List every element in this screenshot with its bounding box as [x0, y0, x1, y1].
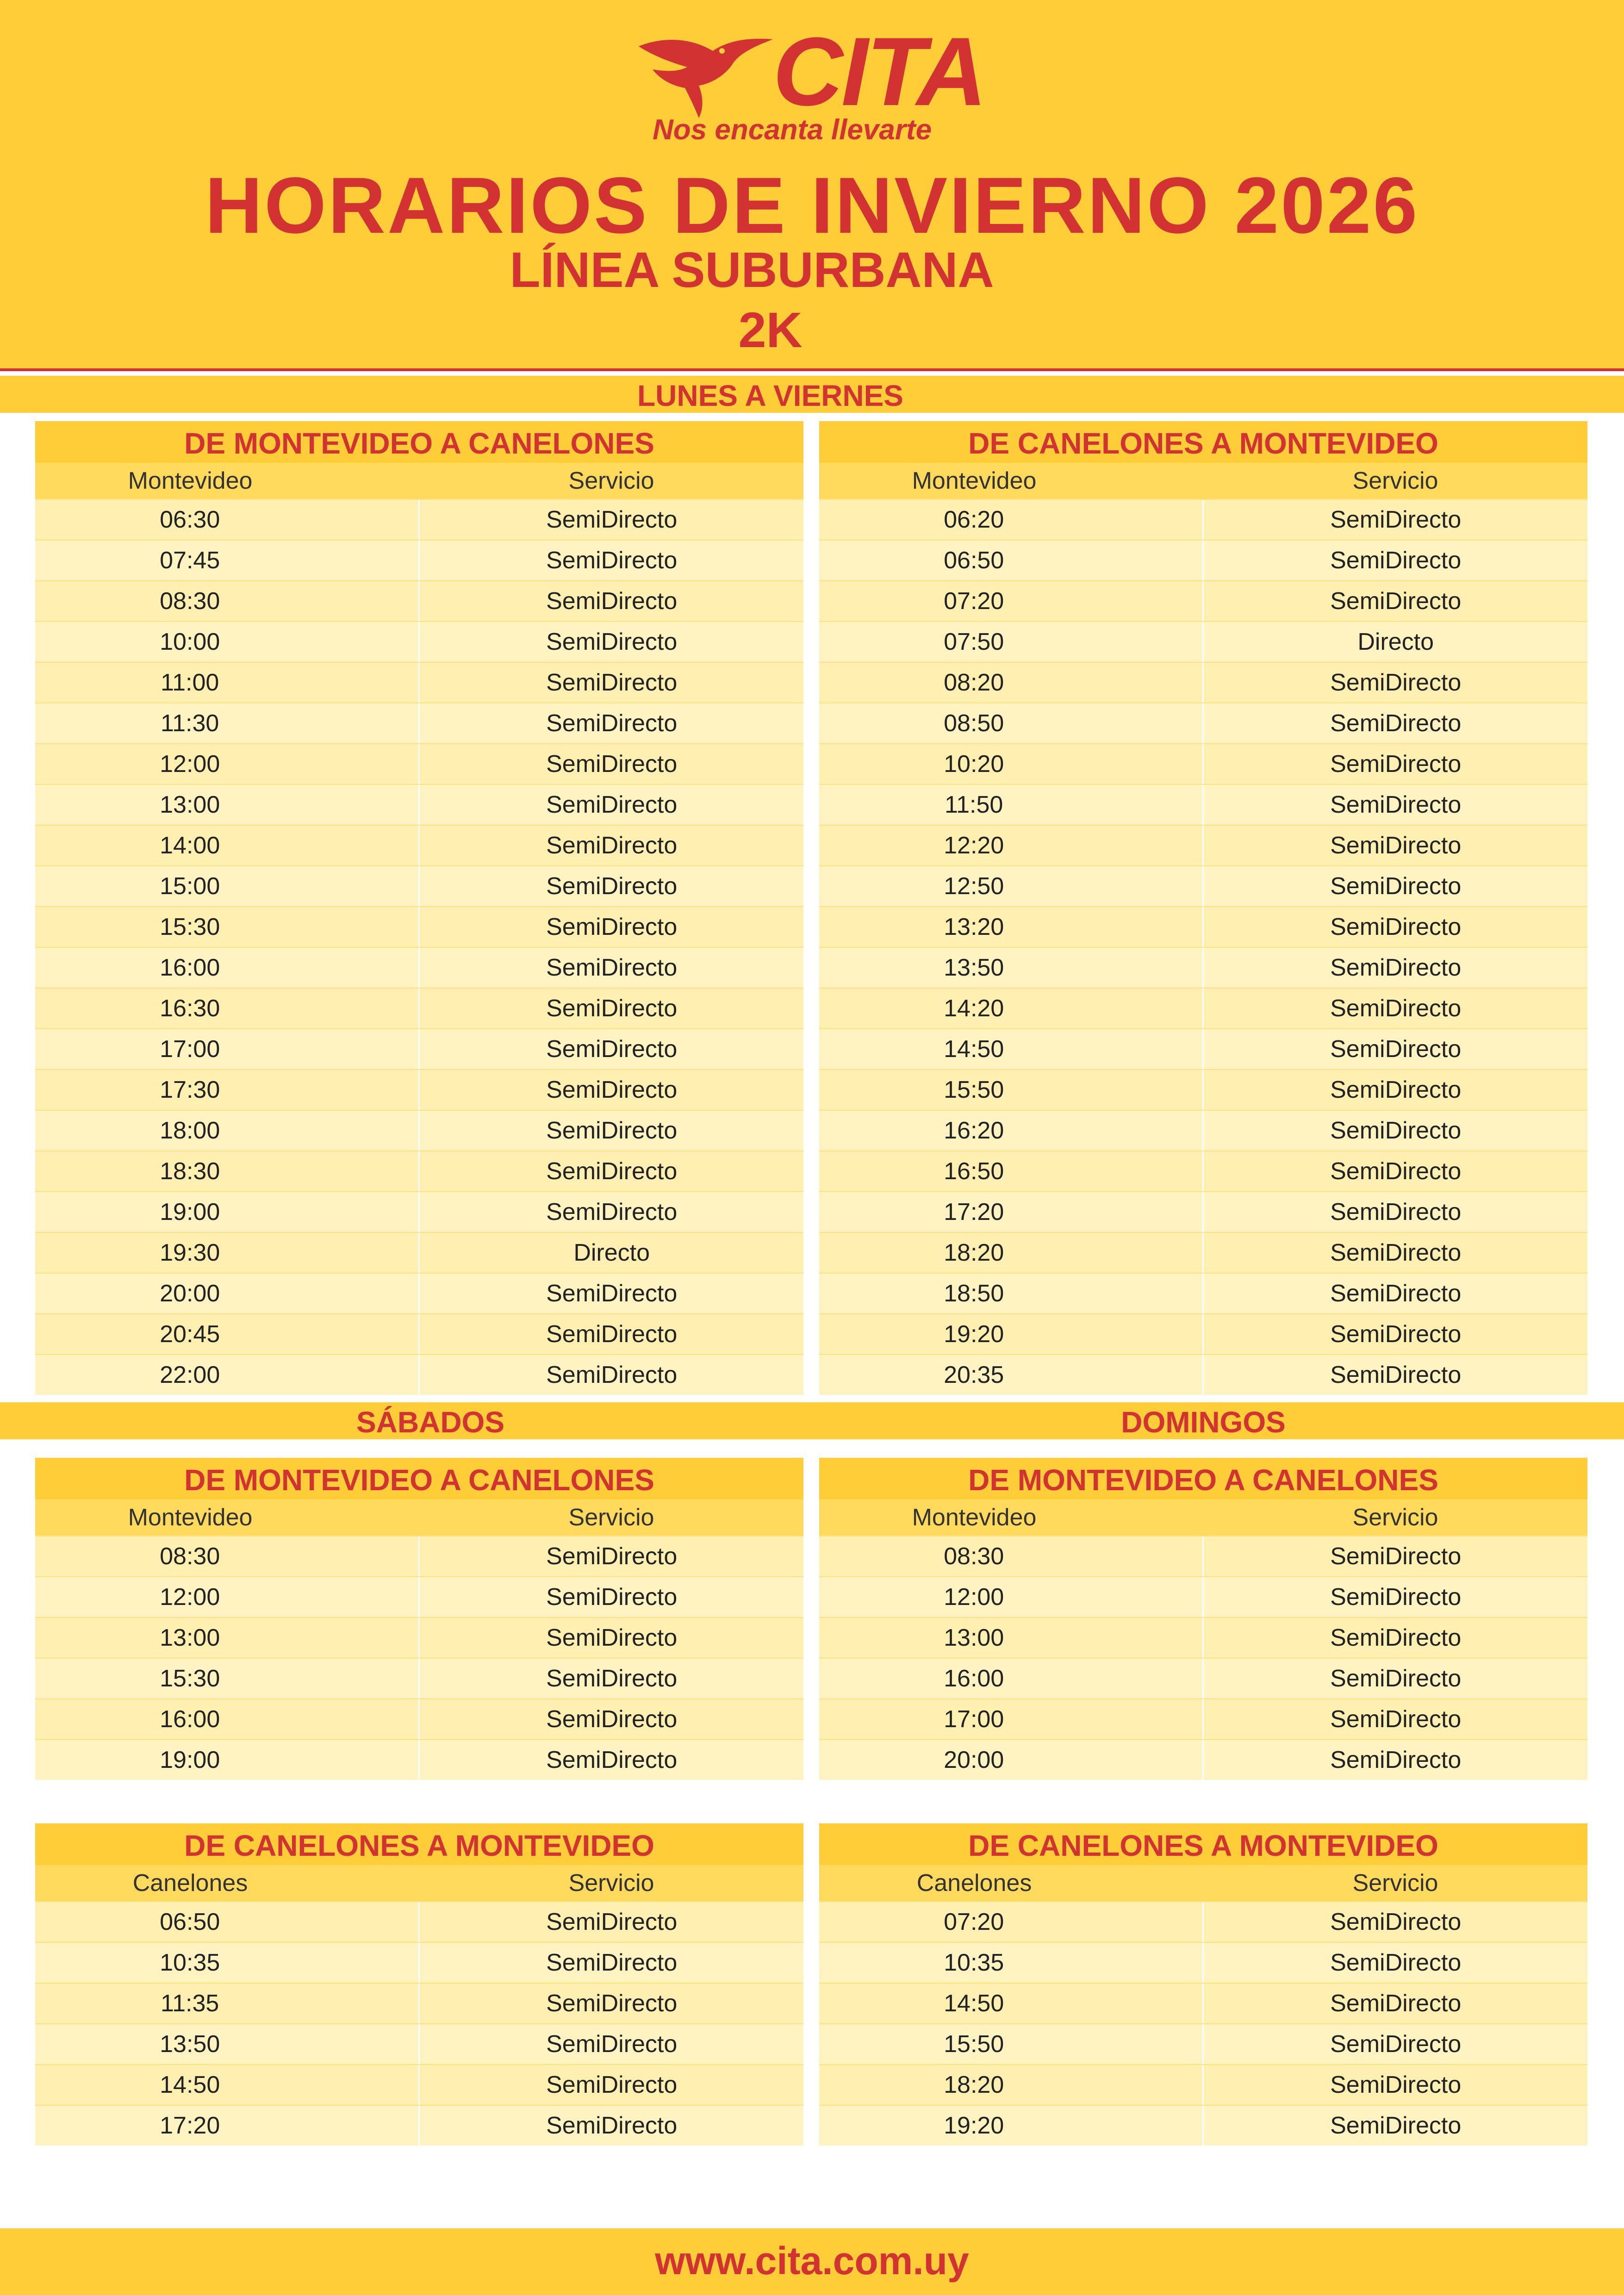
departure-time: 17:00	[0, 1029, 420, 1069]
departure-time: 13:20	[745, 907, 1204, 947]
column-header-origin: Montevideo	[912, 1504, 1037, 1531]
table-row	[35, 1273, 803, 1313]
column-header-service: Servicio	[568, 1504, 654, 1531]
service-type: SemiDirecto	[1330, 1624, 1462, 1651]
table-row	[35, 865, 803, 906]
service-type: SemiDirecto	[546, 1909, 678, 1935]
service-type: SemiDirecto	[546, 628, 678, 655]
service-type: SemiDirecto	[546, 832, 678, 859]
table-row	[819, 1313, 1587, 1354]
table-row	[35, 662, 803, 703]
departure-time: 16:00	[745, 1659, 1204, 1698]
table-row	[35, 1698, 803, 1739]
departure-time: 19:20	[745, 1314, 1204, 1354]
table-row	[819, 1028, 1587, 1069]
column-header-origin: Montevideo	[128, 467, 253, 494]
service-type: SemiDirecto	[1330, 832, 1462, 859]
table-row	[819, 1617, 1587, 1658]
table-row	[819, 1942, 1587, 1983]
departure-time: 13:50	[0, 2024, 420, 2064]
header	[0, 0, 1624, 370]
table-row	[35, 1151, 803, 1191]
service-type: SemiDirecto	[1330, 1665, 1462, 1692]
departure-time: 20:35	[745, 1355, 1204, 1395]
service-type: SemiDirecto	[546, 1321, 678, 1348]
departure-time: 15:30	[0, 907, 420, 947]
weekdays-band	[0, 376, 1624, 413]
departure-time: 08:30	[0, 581, 420, 621]
service-type: SemiDirecto	[546, 1747, 678, 1773]
column-header-service: Servicio	[568, 1870, 654, 1897]
departure-time: 12:20	[745, 826, 1204, 865]
table-row	[35, 703, 803, 743]
departure-time: 13:00	[0, 1618, 420, 1658]
departure-time: 16:00	[0, 1699, 420, 1739]
service-type: SemiDirecto	[546, 751, 678, 777]
service-type: SemiDirecto	[546, 588, 678, 615]
table-header	[819, 463, 1587, 499]
service-type: SemiDirecto	[1330, 751, 1462, 777]
departure-time: 17:20	[0, 2106, 420, 2146]
service-type: SemiDirecto	[1330, 1321, 1462, 1348]
service-type: SemiDirecto	[546, 2112, 678, 2139]
service-type: SemiDirecto	[546, 1990, 678, 2017]
departure-time: 08:50	[745, 703, 1204, 743]
table-row	[819, 1576, 1587, 1617]
departure-time: 14:20	[745, 989, 1204, 1028]
departure-time: 18:50	[745, 1274, 1204, 1313]
table-row	[35, 1576, 803, 1617]
service-type: Directo	[573, 1239, 650, 1266]
weekend-band	[0, 1402, 1624, 1439]
brand-name: CITA	[773, 17, 985, 126]
departure-time: 10:35	[0, 1943, 420, 1983]
service-type: SemiDirecto	[546, 1543, 678, 1570]
service-type: SemiDirecto	[1330, 1076, 1462, 1103]
service-type: SemiDirecto	[546, 506, 678, 533]
departure-time: 17:00	[745, 1699, 1204, 1739]
departure-time: 08:30	[0, 1536, 420, 1576]
departure-time: 18:00	[0, 1111, 420, 1151]
table-title: DE MONTEVIDEO A CANELONES	[819, 1458, 1587, 1499]
service-type: SemiDirecto	[546, 710, 678, 737]
departure-time: 11:50	[745, 785, 1204, 825]
weekdays-mvd-to-can-table	[35, 421, 803, 1395]
table-row	[819, 1151, 1587, 1191]
table-row	[819, 865, 1587, 906]
service-type: SemiDirecto	[546, 1158, 678, 1185]
table-row	[35, 1739, 803, 1780]
departure-time: 14:50	[745, 1029, 1204, 1069]
table-row	[819, 1739, 1587, 1780]
departure-time: 19:20	[745, 2106, 1204, 2146]
service-type: SemiDirecto	[1330, 995, 1462, 1022]
table-row	[819, 580, 1587, 621]
departure-time: 12:00	[745, 1577, 1204, 1617]
service-type: SemiDirecto	[1330, 1543, 1462, 1570]
table-title: DE MONTEVIDEO A CANELONES	[35, 421, 803, 463]
departure-time: 15:50	[745, 1070, 1204, 1110]
saturdays-mvd-to-can-table	[35, 1458, 803, 1780]
service-type: SemiDirecto	[1330, 1362, 1462, 1388]
column-header-service: Servicio	[1352, 1504, 1438, 1531]
departure-time: 13:00	[0, 785, 420, 825]
table-row	[819, 1901, 1587, 1942]
table-row	[35, 1028, 803, 1069]
table-row	[819, 1232, 1587, 1273]
departure-time: 16:20	[745, 1111, 1204, 1151]
service-type: SemiDirecto	[1330, 669, 1462, 696]
table-row	[819, 540, 1587, 580]
table-title: DE MONTEVIDEO A CANELONES	[35, 1458, 803, 1499]
departure-time: 07:20	[745, 1902, 1204, 1942]
service-type: SemiDirecto	[1330, 1949, 1462, 1976]
table-header	[35, 1865, 803, 1901]
departure-time: 06:50	[0, 1902, 420, 1942]
header-divider	[0, 368, 1624, 371]
departure-time: 12:00	[0, 744, 420, 784]
table-row	[819, 825, 1587, 865]
table-row	[35, 906, 803, 947]
service-type: SemiDirecto	[546, 1117, 678, 1144]
table-row	[35, 2023, 803, 2064]
table-title: DE CANELONES A MONTEVIDEO	[819, 421, 1587, 463]
departure-time: 22:00	[0, 1355, 420, 1395]
service-type: SemiDirecto	[1330, 710, 1462, 737]
service-type: SemiDirecto	[1330, 547, 1462, 574]
departure-time: 17:20	[745, 1192, 1204, 1232]
table-row	[35, 621, 803, 662]
service-type: SemiDirecto	[1330, 1584, 1462, 1611]
departure-time: 20:45	[0, 1314, 420, 1354]
service-type: SemiDirecto	[1330, 1909, 1462, 1935]
departure-time: 06:20	[745, 500, 1204, 540]
website-link[interactable]: www.cita.com.uy	[655, 2239, 969, 2283]
table-row	[819, 1110, 1587, 1151]
service-type: SemiDirecto	[1330, 1199, 1462, 1225]
table-row	[35, 1191, 803, 1232]
table-row	[819, 1354, 1587, 1395]
departure-time: 07:45	[0, 541, 420, 580]
table-row	[819, 1191, 1587, 1232]
table-row	[35, 1069, 803, 1110]
saturdays-can-to-mvd-table	[35, 1823, 803, 2146]
table-row	[35, 499, 803, 540]
table-row	[35, 540, 803, 580]
departure-time: 16:50	[745, 1151, 1204, 1191]
service-type: SemiDirecto	[546, 1036, 678, 1063]
departure-time: 08:20	[745, 663, 1204, 703]
table-row	[819, 784, 1587, 825]
column-header-origin: Montevideo	[128, 1504, 253, 1531]
service-type: SemiDirecto	[1330, 954, 1462, 981]
table-row	[819, 906, 1587, 947]
footer	[0, 2228, 1624, 2295]
service-type: SemiDirecto	[1330, 1239, 1462, 1266]
departure-time: 11:00	[0, 663, 420, 703]
service-type: SemiDirecto	[546, 2071, 678, 2098]
column-header-origin: Canelones	[132, 1870, 248, 1897]
table-row	[819, 662, 1587, 703]
saturdays-label: SÁBADOS	[356, 1406, 505, 1439]
departure-time: 10:00	[0, 622, 420, 662]
sundays-label: DOMINGOS	[1121, 1406, 1286, 1439]
table-row	[35, 743, 803, 784]
table-row	[35, 1617, 803, 1658]
table-row	[819, 1658, 1587, 1698]
sundays-mvd-to-can-table	[819, 1458, 1587, 1780]
table-row	[35, 1354, 803, 1395]
table-row	[819, 703, 1587, 743]
departure-time: 19:00	[0, 1192, 420, 1232]
departure-time: 12:00	[0, 1577, 420, 1617]
service-type: SemiDirecto	[1330, 914, 1462, 940]
departure-time: 10:20	[745, 744, 1204, 784]
departure-time: 08:30	[745, 1536, 1204, 1576]
departure-time: 07:20	[745, 581, 1204, 621]
bird-icon	[634, 19, 787, 120]
line-code: 2K	[738, 302, 803, 358]
service-type: SemiDirecto	[1330, 588, 1462, 615]
departure-time: 18:20	[745, 2065, 1204, 2105]
departure-time: 10:35	[745, 1943, 1204, 1983]
service-type: SemiDirecto	[546, 791, 678, 818]
service-type: SemiDirecto	[546, 1706, 678, 1733]
table-header	[819, 1865, 1587, 1901]
weekdays-can-to-mvd-table	[819, 421, 1587, 1395]
departure-time: 06:30	[0, 500, 420, 540]
departure-time: 14:50	[745, 1984, 1204, 2023]
table-row	[35, 580, 803, 621]
departure-time: 15:00	[0, 866, 420, 906]
service-type: SemiDirecto	[1330, 2071, 1462, 2098]
departure-time: 14:50	[0, 2065, 420, 2105]
service-type: SemiDirecto	[546, 995, 678, 1022]
departure-time: 12:50	[745, 866, 1204, 906]
service-type: SemiDirecto	[546, 873, 678, 900]
departure-time: 16:30	[0, 989, 420, 1028]
service-type: SemiDirecto	[546, 1665, 678, 1692]
table-row	[819, 743, 1587, 784]
service-type: SemiDirecto	[1330, 1706, 1462, 1733]
service-type: SemiDirecto	[1330, 1280, 1462, 1307]
departure-time: 15:50	[745, 2024, 1204, 2064]
service-type: SemiDirecto	[1330, 1158, 1462, 1185]
departure-time: 13:50	[745, 948, 1204, 988]
column-header-origin: Canelones	[916, 1870, 1032, 1897]
departure-time: 13:00	[745, 1618, 1204, 1658]
service-type: SemiDirecto	[546, 669, 678, 696]
service-type: Directo	[1357, 628, 1434, 655]
service-type: SemiDirecto	[546, 1624, 678, 1651]
table-row	[35, 1110, 803, 1151]
table-title: DE CANELONES A MONTEVIDEO	[35, 1823, 803, 1865]
departure-time: 15:30	[0, 1659, 420, 1698]
column-header-service: Servicio	[1352, 467, 1438, 494]
service-type: SemiDirecto	[546, 1280, 678, 1307]
departure-time: 20:00	[0, 1274, 420, 1313]
table-row	[819, 1983, 1587, 2023]
table-row	[819, 499, 1587, 540]
service-type: SemiDirecto	[1330, 1117, 1462, 1144]
departure-time: 19:00	[0, 1740, 420, 1780]
table-row	[35, 2064, 803, 2105]
service-type: SemiDirecto	[1330, 1747, 1462, 1773]
table-row	[819, 1536, 1587, 1576]
service-type: SemiDirecto	[546, 547, 678, 574]
service-type: SemiDirecto	[1330, 2031, 1462, 2058]
table-row	[35, 1536, 803, 1576]
slogan: Nos encanta llevarte	[653, 114, 932, 146]
table-header	[35, 1499, 803, 1536]
page-title: HORARIOS DE INVIERNO 2026	[205, 161, 1419, 250]
table-row	[35, 1942, 803, 1983]
table-header	[819, 1499, 1587, 1536]
table-row	[35, 1313, 803, 1354]
table-row	[35, 1658, 803, 1698]
table-row	[35, 1901, 803, 1942]
service-type: SemiDirecto	[546, 1362, 678, 1388]
service-type: SemiDirecto	[546, 2031, 678, 2058]
table-row	[819, 1698, 1587, 1739]
departure-time: 18:20	[745, 1233, 1204, 1273]
service-type: SemiDirecto	[1330, 506, 1462, 533]
table-row	[35, 947, 803, 988]
table-row	[35, 784, 803, 825]
service-type: SemiDirecto	[546, 1076, 678, 1103]
departure-time: 18:30	[0, 1151, 420, 1191]
service-type: SemiDirecto	[1330, 791, 1462, 818]
departure-time: 07:50	[745, 622, 1204, 662]
table-row	[819, 621, 1587, 662]
table-row	[819, 2064, 1587, 2105]
table-row	[35, 2105, 803, 2146]
table-row	[819, 988, 1587, 1028]
page-subtitle: LÍNEA SUBURBANA	[510, 242, 994, 298]
table-row	[819, 1273, 1587, 1313]
table-row	[35, 1983, 803, 2023]
table-row	[35, 825, 803, 865]
table-row	[819, 2105, 1587, 2146]
cita-logo	[634, 17, 1014, 126]
table-row	[819, 1069, 1587, 1110]
service-type: SemiDirecto	[1330, 1036, 1462, 1063]
service-type: SemiDirecto	[546, 914, 678, 940]
column-header-origin: Montevideo	[912, 467, 1037, 494]
service-type: SemiDirecto	[546, 1949, 678, 1976]
departure-time: 20:00	[745, 1740, 1204, 1780]
service-type: SemiDirecto	[546, 1584, 678, 1611]
service-type: SemiDirecto	[546, 954, 678, 981]
departure-time: 16:00	[0, 948, 420, 988]
service-type: SemiDirecto	[1330, 2112, 1462, 2139]
column-header-service: Servicio	[568, 467, 654, 494]
table-row	[819, 2023, 1587, 2064]
table-header	[35, 463, 803, 499]
service-type: SemiDirecto	[1330, 873, 1462, 900]
table-row	[35, 988, 803, 1028]
column-header-service: Servicio	[1352, 1870, 1438, 1897]
departure-time: 11:30	[0, 703, 420, 743]
service-type: SemiDirecto	[546, 1199, 678, 1225]
departure-time: 17:30	[0, 1070, 420, 1110]
departure-time: 06:50	[745, 541, 1204, 580]
departure-time: 11:35	[0, 1984, 420, 2023]
table-title: DE CANELONES A MONTEVIDEO	[819, 1823, 1587, 1865]
table-row	[35, 1232, 803, 1273]
departure-time: 14:00	[0, 826, 420, 865]
table-row	[819, 947, 1587, 988]
sundays-can-to-mvd-table	[819, 1823, 1587, 2146]
weekdays-label: LUNES A VIERNES	[637, 379, 903, 412]
departure-time: 19:30	[0, 1233, 420, 1273]
service-type: SemiDirecto	[1330, 1990, 1462, 2017]
